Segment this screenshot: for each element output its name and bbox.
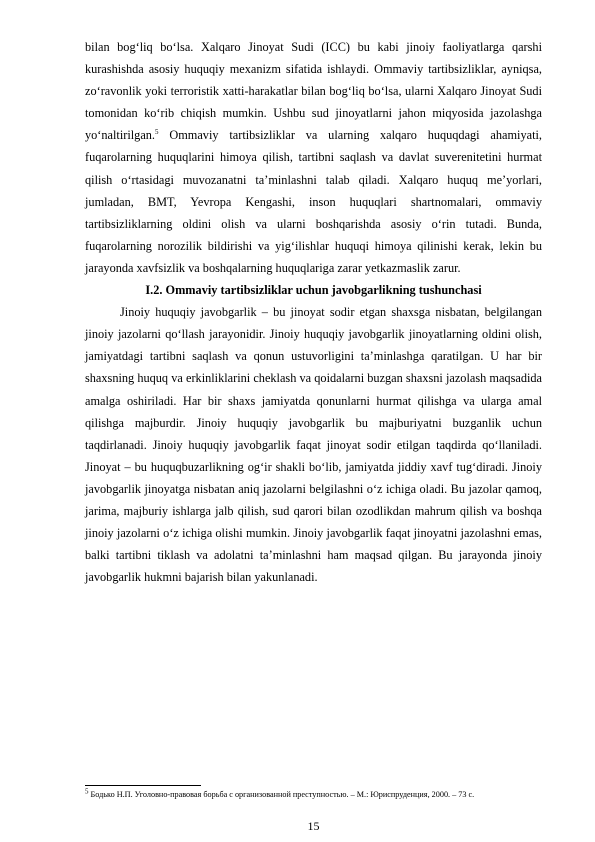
document-page	[85, 36, 542, 588]
paragraph-intro	[85, 36, 542, 279]
paragraph-intro-text-before-note: bilan bog‘liq bo‘lsa. Xalqaro Jinoyat Sudi (ICC) bu kabi jinoiy faoliyatlarga qarshi kurashishda asosiy huquqiy mexanizm sifatida ishlaydi. Ommaviy tartibsizliklar, ayniqsa, zo‘ravonlik yoki terroristik xatti-harakatlar bilan bog‘liq bo‘lsa, ularni Xalqaro Jinoyat Sudi tomonidan ko‘rib chiqish mumkin. Ushbu sud jinoyatlarni jahon miqyosida jazolashga yo‘naltirilgan.	[85, 40, 542, 143]
footnote-divider	[85, 785, 201, 786]
footnote-text: Бодько Н.П. Уголовно-правовая борьба с организованной преступностью. – М.: Юриспруденция, 2000. – 73 с.	[88, 790, 475, 799]
footnote-number: 5	[85, 787, 89, 796]
paragraph-intro-text-after-note: Ommaviy tartibsizliklar va ularning xalqaro huquqdagi ahamiyati, fuqarolarning huquqlarini himoya qilish, tartibni saqlash va davlat suverenitetini hurmat qilish o‘rtasidagi muvozanatni ta’minlashni talab qiladi. Xalqaro huquq me’yorlari, jumladan, BMT, Yevropa Kengashi, inson huquqlari shartnomalari, ommaviy tartibsizliklarning oldini olish va ularni boshqarishda asosiy o‘rin tutadi. Bunda, fuqarolarning norozilik bildirishi va yig‘ilishlar huquqi himoya qilinishi kerak, lekin bu jarayonda xavfsizlik va boshqalarning huquqlariga zarar yetkazmaslik zarur.	[85, 128, 542, 275]
section-heading: I.2. Ommaviy tartibsizliklar uchun javobgarlikning tushunchasi	[145, 283, 482, 298]
footnote	[85, 787, 542, 801]
footnote-reference[interactable]: 5	[155, 128, 159, 137]
page-number: 15	[307, 819, 320, 833]
paragraph-liability: Jinoiy huquqiy javobgarlik – bu jinoyat sodir etgan shaxsga nisbatan, belgilangan jinoiy jazolarni qo‘llash jarayonidir. Jinoiy huquqiy javobgarlik jinoyatlarning oldini olish, jamiyatdagi tartibni saqlash va qonun ustuvorligini ta’minlashga qaratilgan. U har bir shaxsning huquq va erkinliklarini cheklash va qoidalarni buzgan shaxsni jazolash maqsadida amalga oshiriladi. Har bir shaxs jamiyatda qonunlarni hurmat qilishga va ularga amal qilishga majburdir. Jinoiy huquqiy javobgarlik bu majburiyatni buzganlik uchun taqdirlanadi. Jinoiy huquqiy javobgarlik faqat jinoyat sodir etilgan taqdirda qo‘llaniladi. Jinoyat – bu huquqbuzarlikning og‘ir shakli bo‘lib, jamiyatda jiddiy xavf tug‘diradi. Jinoiy javobgarlik jinoyatga nisbatan aniq jazolarni belgilashni o‘z ichiga oladi. Bu jazolar qamoq, jarima, majburiy ishlarga jalb qilish, sud qarori bilan ozodlikdan mahrum qilish va boshqa jinoiy jazolarni o‘z ichiga olishi mumkin. Jinoiy javobgarlik faqat jinoyatni jazolashni emas, balki tartibni tiklash va adolatni ta’minlashni ham maqsad qilgan. Bu jarayonda jinoiy javobgarlik hukmni bajarish bilan yakunlanadi.	[85, 305, 542, 585]
